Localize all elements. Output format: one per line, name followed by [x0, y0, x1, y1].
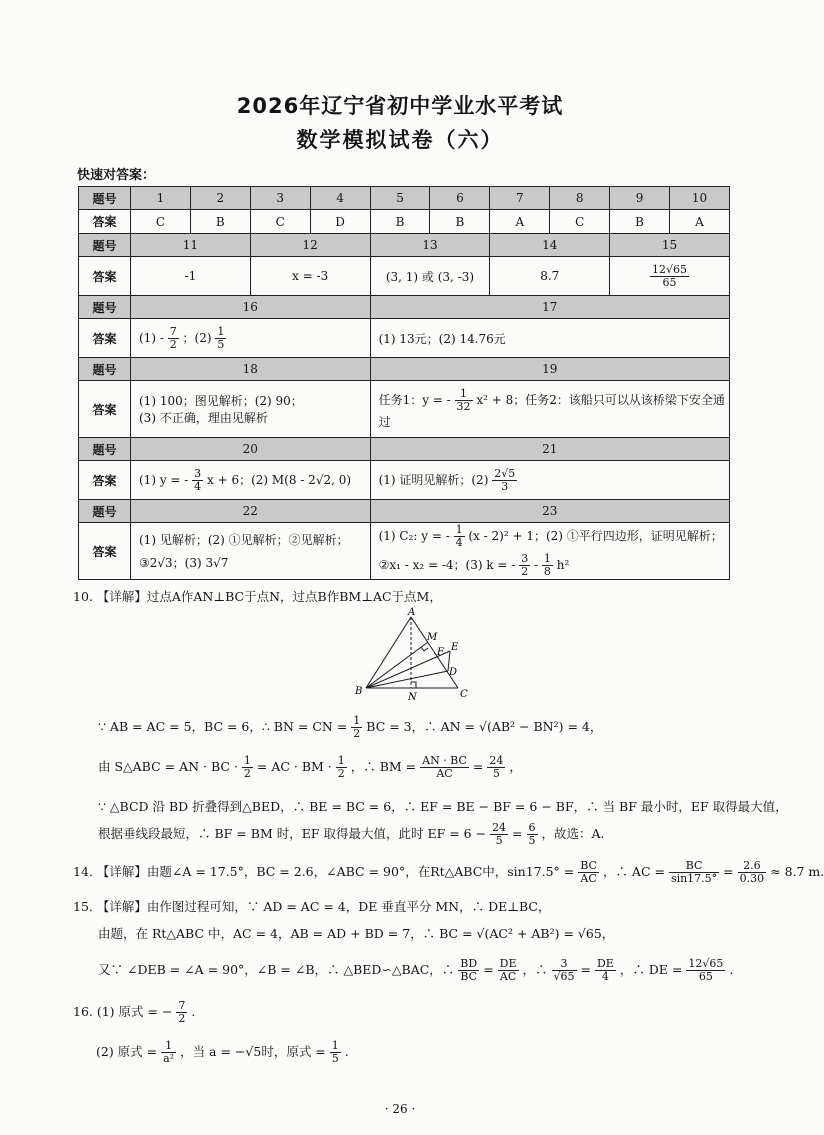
solution-15-line: 由题，在 Rt△ABC 中，AC = 4，AB = AD + BD = 7，∴ BC = √(AC² + AB²) = √65， [98, 926, 615, 941]
fraction: $\frac{1}{2}$ [243, 754, 251, 780]
answer-cell: D [310, 210, 370, 234]
fraction: $\frac{1}{\text{a²}}$ [163, 1039, 175, 1065]
table-row [79, 319, 730, 358]
fraction: $\frac{3}{2}$ [521, 552, 529, 578]
table-row [79, 381, 730, 438]
fraction: $\frac{1}{8}$ [543, 552, 551, 578]
answer-cell: 8.7 [490, 257, 610, 296]
solution-16-line: 16. (1) 原式 = − $\frac{7}{2}$ . [73, 999, 196, 1025]
answer-cell: B [610, 210, 670, 234]
question-number: 20 [131, 438, 371, 461]
row-label: 题号 [79, 234, 131, 257]
question-number: 21 [370, 438, 729, 461]
fraction: $\frac{BC}{AC}$ [580, 859, 597, 885]
question-number: 9 [610, 187, 670, 210]
table-row [79, 438, 730, 461]
row-label: 答案 [79, 381, 131, 438]
question-number: 22 [131, 500, 371, 523]
answer-cell [610, 257, 730, 296]
solution-10-line: 由 S△ABC = AN · BC · $\frac{1}{2}$ = AC · BM · $\frac{1}{2}$ ，∴ BM = $\frac{AN \cdot BC}{AC}$ = $\frac{24}{5}$ ， [98, 754, 522, 780]
answer-cell: (1) 证明见解析；(2) $\frac{2√5}{3}$ [370, 461, 729, 500]
row-label: 答案 [79, 461, 131, 500]
question-number: 11 [131, 234, 251, 257]
right-angle-mark [421, 647, 428, 651]
point-label: M [427, 632, 438, 643]
answer-cell: (3, 1) 或 (3, -3) [370, 257, 490, 296]
answer-cell: (1) y = - $\frac{3}{4}$ x + 6；(2) M(8 - 2√2, 0) [131, 461, 371, 500]
row-label: 题号 [79, 500, 131, 523]
solution-10-line: ∵ △BCD 沿 BD 折叠得到△BED，∴ BE = BC = 6，∴ EF = BE − BF = 6 − BF，∴ 当 BF 最小时，EF 取得最大值， [98, 799, 788, 814]
table-row [79, 234, 730, 257]
fraction: $\frac{1}{2}$ [353, 714, 361, 740]
answer-cell: C [131, 210, 191, 234]
table-row [79, 187, 730, 210]
question-number: 12 [250, 234, 370, 257]
fraction: $\frac{DE}{AC}$ [499, 957, 517, 983]
row-label: 题号 [79, 187, 131, 210]
question-number: 8 [550, 187, 610, 210]
row-label: 答案 [79, 210, 131, 234]
fraction: $\frac{24}{5}$ [489, 754, 504, 780]
question-number: 5 [370, 187, 430, 210]
solution-10-line: 10. 【详解】过点A作AN⊥BC于点N，过点B作BM⊥AC于点M， [73, 589, 442, 604]
question-number: 14 [490, 234, 610, 257]
table-row [79, 210, 730, 234]
question-number: 15 [610, 234, 730, 257]
fraction: $\frac{DE}{4}$ [596, 957, 614, 983]
fraction: $\frac{2.6}{0.30}$ [739, 859, 765, 885]
table-row [79, 257, 730, 296]
right-angle-mark [411, 682, 416, 688]
fraction: $\frac{12√65}{65}$ [688, 957, 724, 983]
fraction: $\frac{24}{5}$ [492, 821, 507, 847]
table-row [79, 523, 730, 580]
answer-cell: (1) - $\frac{7}{2}$ ；(2) $\frac{1}{5}$ [131, 319, 371, 358]
question-number: 16 [131, 296, 371, 319]
triangle-figure [345, 605, 475, 705]
solution-15-line: 15. 【详解】由作图过程可知，∵ AD = AC = 4，DE 垂直平分 MN，∴ DE⊥BC， [73, 899, 551, 914]
question-number: 17 [370, 296, 729, 319]
segment-bd [366, 671, 448, 688]
question-number: 3 [250, 187, 310, 210]
answer-cell: A [670, 210, 730, 234]
point-label: C [460, 689, 468, 700]
question-number: 1 [131, 187, 191, 210]
fraction: $\frac{3}{√65}$ [553, 957, 575, 983]
answer-cell: (1) 13元；(2) 14.76元 [370, 319, 729, 358]
fraction: $\frac{1}{5}$ [331, 1039, 339, 1065]
fraction: $\frac{3}{4}$ [194, 466, 202, 493]
fraction: $\frac{7}{2}$ [169, 324, 177, 351]
point-label: F [437, 647, 444, 658]
question-number: 23 [370, 500, 729, 523]
answer-cell: C [250, 210, 310, 234]
point-label: D [449, 667, 458, 678]
question-number: 4 [310, 187, 370, 210]
answer-cell: (1) 100；图见解析；(2) 90； (3) 不正确，理由见解析 [131, 381, 371, 438]
fraction: $\frac{12√65}{65}$ [652, 262, 688, 289]
answer-table [78, 186, 730, 580]
fraction: $\frac{1}{5}$ [217, 324, 225, 351]
fraction: $\frac{7}{2}$ [178, 999, 186, 1025]
point-label: B [355, 686, 363, 697]
point-label: N [408, 692, 417, 703]
table-row [79, 500, 730, 523]
question-number: 19 [370, 358, 729, 381]
solution-10-line: ∵ AB = AC = 5，BC = 6，∴ BN = CN = $\frac{1}{2}$ BC = 3，∴ AN = √(AB² − BN²) = 4， [98, 714, 603, 740]
solution-15-line: 又∵ ∠DEB = ∠A = 90°，∠B = ∠B，∴ △BED∽△BAC，∴ $\frac{BD}{BC}$ = $\frac{DE}{AC}$ ，∴ $\frac{3}{√65}$ = $\frac{DE}{4}$ ，∴ DE = $\frac{12√65}{65}$ . [98, 957, 734, 983]
question-number: 13 [370, 234, 490, 257]
answer-cell: A [490, 210, 550, 234]
solution-10-line: 根据垂线段最短，∴ BF = BM 时，EF 取得最大值，此时 EF = 6 − $\frac{24}{5}$ = $\frac{6}{5}$ ，故选：A. [98, 821, 605, 847]
fraction: $\frac{2√5}{3}$ [494, 466, 516, 493]
answer-cell: (1) C₂: y = - $\frac{1}{4}$ (x - 2)² + 1；(2) ①平行四边形，证明见解析； ②x₁ - x₂ = -4；(3) k = - $\frac{3}{2}$ - $\frac{1}{8}$ h² [370, 523, 729, 580]
page-number: · 26 · [384, 1102, 416, 1116]
row-label: 题号 [79, 438, 131, 461]
fraction: $\frac{1}{2}$ [337, 754, 345, 780]
answer-cell: 任务1：y = - $\frac{1}{32}$ x² + 8；任务2：该船只可以从该桥梁下安全通过 [370, 381, 729, 438]
row-label: 答案 [79, 523, 131, 580]
answer-cell: -1 [131, 257, 251, 296]
paper-subtitle: 数学模拟试卷（六） [296, 128, 504, 152]
answer-cell: (1) 见解析；(2) ①见解析；②见解析； ③2√3；(3) 3√7 [131, 523, 371, 580]
fraction: $\frac{6}{5}$ [528, 821, 536, 847]
question-number: 7 [490, 187, 550, 210]
answer-cell: B [370, 210, 430, 234]
fraction: $\frac{BC}{\sin 17.5^\circ}$ [670, 859, 718, 885]
table-row [79, 296, 730, 319]
question-number: 10 [670, 187, 730, 210]
question-number: 2 [190, 187, 250, 210]
quick-answer-label: 快速对答案： [77, 168, 156, 183]
solution-14-line: 14. 【详解】由题∠A = 17.5°，BC = 2.6，∠ABC = 90°，在Rt△ABC中，sin17.5° = $\frac{BC}{AC}$ ，∴ AC = $\frac{BC}{\sin 17.5^\circ}$ = $\frac{2.6}{0.30}$ ≈ 8.7 m. [73, 859, 824, 885]
answer-cell: C [550, 210, 610, 234]
answer-cell: x = -3 [250, 257, 370, 296]
row-label: 题号 [79, 296, 131, 319]
point-label: E [451, 642, 459, 653]
answer-cell: B [190, 210, 250, 234]
segment-ab [366, 617, 411, 688]
fraction: $\frac{AN \cdot BC}{AC}$ [422, 754, 467, 780]
fraction: $\frac{1}{4}$ [455, 523, 463, 549]
paper-title: 2026年辽宁省初中学业水平考试 [236, 94, 564, 118]
answer-cell: B [430, 210, 490, 234]
table-row [79, 461, 730, 500]
question-number: 6 [430, 187, 490, 210]
table-row [79, 358, 730, 381]
fraction: $\frac{BD}{BC}$ [460, 957, 478, 983]
fraction: $\frac{1}{32}$ [456, 387, 471, 413]
row-label: 答案 [79, 257, 131, 296]
row-label: 答案 [79, 319, 131, 358]
question-number: 18 [131, 358, 371, 381]
point-label: A [408, 607, 416, 618]
row-label: 题号 [79, 358, 131, 381]
solution-16-line: (2) 原式 = $\frac{1}{\text{a²}}$ ，当 a = −√5时，原式 = $\frac{1}{5}$ . [96, 1039, 349, 1065]
